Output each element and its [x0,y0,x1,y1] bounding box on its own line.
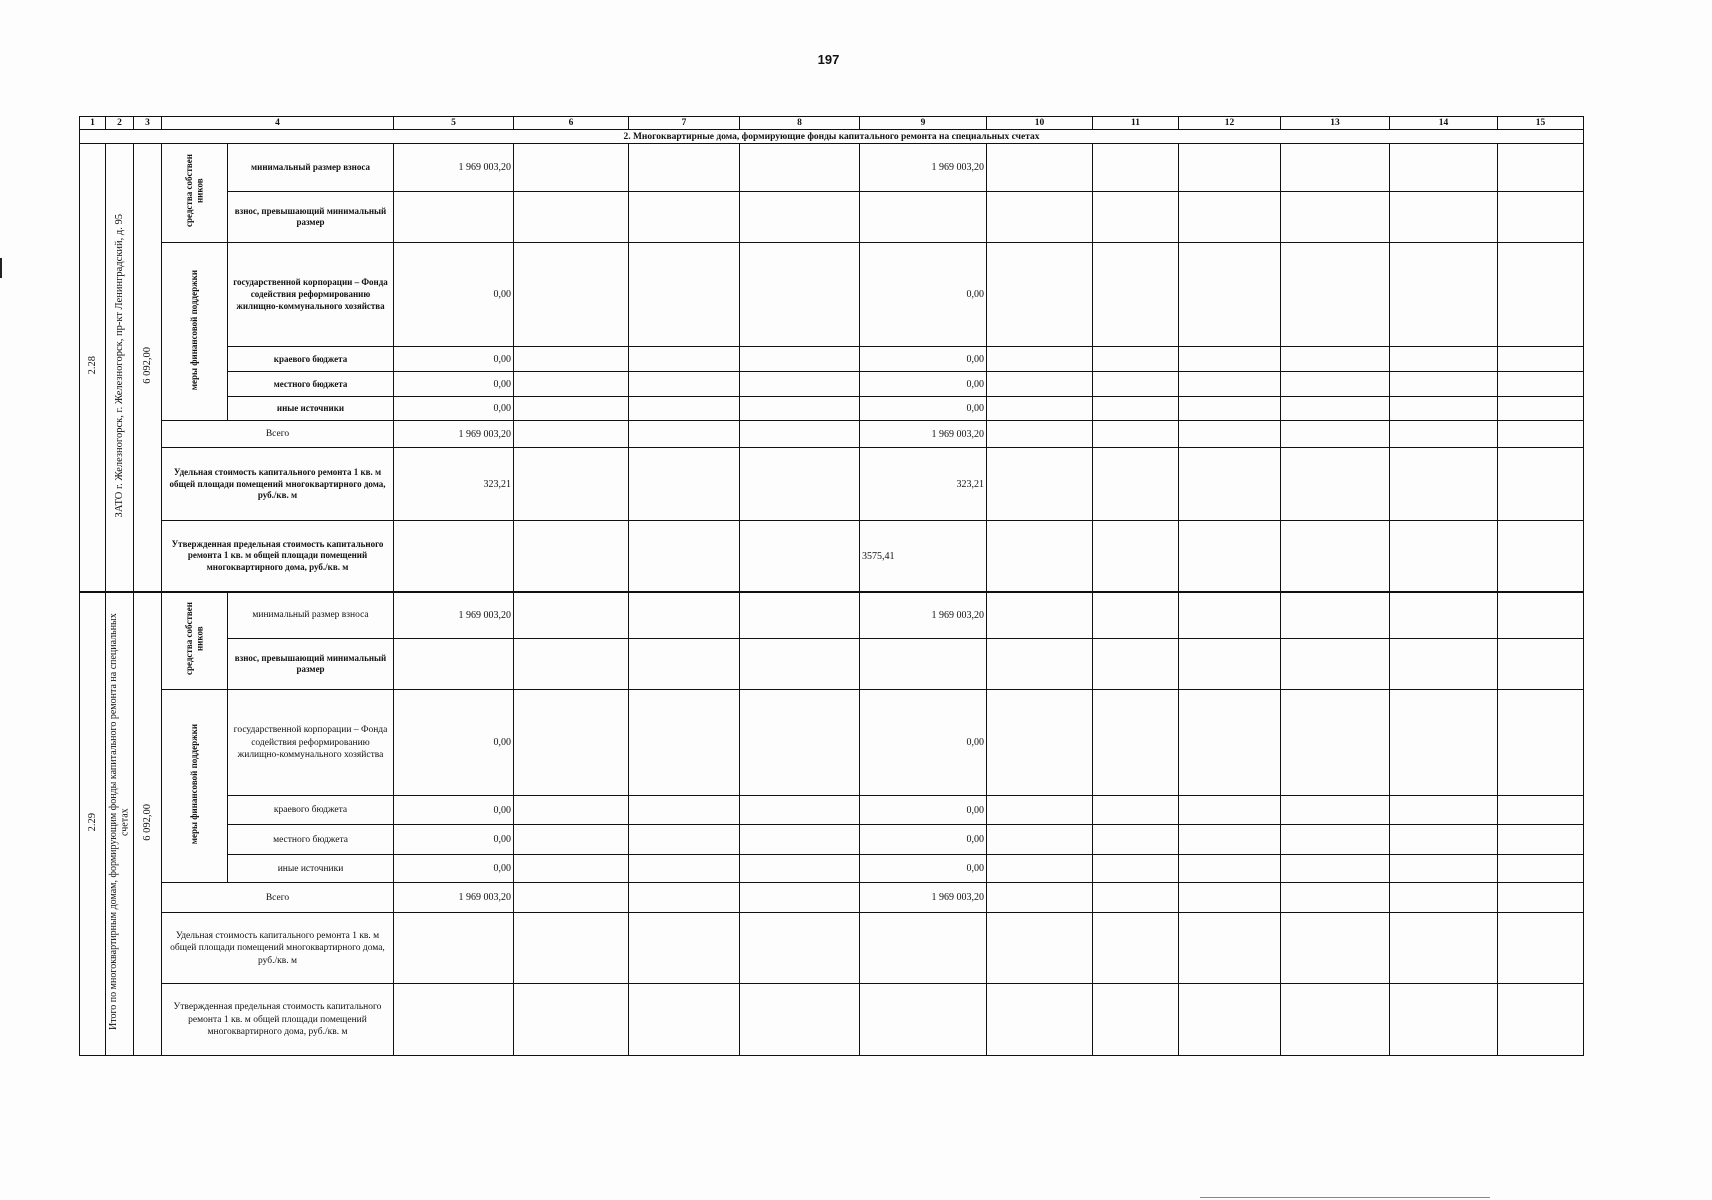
table-row [80,984,1584,1056]
value-col-9: 0,00 [860,690,987,796]
table-row [80,796,1584,825]
page-number: 197 [817,52,840,67]
row-label: краевого бюджета [228,347,394,372]
value-col-9: 0,00 [860,243,987,347]
value-col-9: 0,00 [860,796,987,825]
column-number: 14 [1390,117,1498,130]
value-col-5: 0,00 [394,397,514,421]
value-col-5: 0,00 [394,825,514,855]
row-label: краевого бюджета [228,796,394,825]
value-col-5: 1 969 003,20 [394,592,514,639]
column-number: 8 [740,117,860,130]
table-row [80,825,1584,855]
owners-funds-cell [162,592,228,690]
financial-support-label: меры финансовой поддержки [189,269,200,390]
value-col-5: 0,00 [394,855,514,883]
row-label: государственной корпорации – Фонда содействия реформированию жилищно-коммунального хозяйства [228,690,394,796]
address: ЗАТО г. Железногорск, г. Железногорск, пр-кт Ленинградский, д. 95 [113,213,125,518]
column-number: 11 [1093,117,1179,130]
row-label: минимальный размер взноса [228,592,394,639]
row-label: местного бюджета [228,372,394,397]
address: Итого по многоквартирным домам, формирующим фонды капитального ремонта на специальных счетах [108,613,131,1031]
value-col-9: 1 969 003,20 [860,144,987,192]
total-area: 6 092,00 [141,803,153,841]
value-col-5: 1 969 003,20 [394,883,514,913]
column-number: 12 [1179,117,1281,130]
row-label: государственной корпорации – Фонда содействия реформированию жилищно-коммунального хозяйства [228,243,394,347]
scan-mark [0,258,2,278]
group-number: 2.29 [86,812,98,832]
row-label: взнос, превышающий минимальный размер [228,192,394,243]
table-row [80,592,1584,639]
owners-funds-label: средства собствен ников [184,602,205,676]
column-number: 5 [394,117,514,130]
table-row [80,144,1584,192]
row-label: Утвержденная предельная стоимость капитального ремонта 1 кв. м общей площади помещений многоквартирного дома, руб./кв. м [162,521,394,592]
value-col-5 [394,521,514,592]
group-number: 2.28 [86,356,98,375]
table-row [80,372,1584,397]
value-col-5 [394,913,514,984]
row-label: Удельная стоимость капитального ремонта 1 кв. м общей площади помещений многоквартирного дома, руб./кв. м [162,448,394,521]
column-number: 13 [1281,117,1390,130]
address-cell [106,144,134,592]
area-cell [134,144,162,592]
table-row [80,397,1584,421]
column-number: 1 [80,117,106,130]
value-col-9: 0,00 [860,825,987,855]
value-col-9: 1 969 003,20 [860,592,987,639]
owners-funds-label: средства собствен ников [184,154,205,228]
section-title: 2. Многоквартирные дома, формирующие фонды капитального ремонта на специальных счетах [80,130,1584,144]
section-title-row [80,130,1584,144]
column-number: 3 [134,117,162,130]
value-col-9: 0,00 [860,372,987,397]
row-label: взнос, превышающий минимальный размер [228,639,394,690]
row-label: иные источники [228,855,394,883]
table-row [80,347,1584,372]
value-col-5 [394,639,514,690]
value-col-5: 1 969 003,20 [394,421,514,448]
value-col-9: 0,00 [860,397,987,421]
value-col-9 [860,913,987,984]
column-number: 2 [106,117,134,130]
value-col-9: 1 969 003,20 [860,883,987,913]
table-row [80,883,1584,913]
group-number-cell [80,592,106,1056]
row-label: местного бюджета [228,825,394,855]
value-col-9 [860,984,987,1056]
row-label: минимальный размер взноса [228,144,394,192]
row-label: Удельная стоимость капитального ремонта 1 кв. м общей площади помещений многоквартирного дома, руб./кв. м [162,913,394,984]
address-cell [106,592,134,1056]
value-col-9: 1 969 003,20 [860,421,987,448]
row-label: Всего [162,883,394,913]
row-label: Утвержденная предельная стоимость капитального ремонта 1 кв. м общей площади помещений многоквартирного дома, руб./кв. м [162,984,394,1056]
row-label: Всего [162,421,394,448]
value-col-9 [860,192,987,243]
value-col-5: 0,00 [394,243,514,347]
table-row [80,243,1584,347]
column-number: 9 [860,117,987,130]
column-number-row [80,117,1584,130]
row-label: иные источники [228,397,394,421]
value-col-5 [394,192,514,243]
table-row [80,639,1584,690]
financial-support-cell [162,243,228,421]
table-row [80,448,1584,521]
column-number: 10 [987,117,1093,130]
value-col-9 [860,639,987,690]
financial-support-cell [162,690,228,883]
total-area: 6 092,00 [141,347,153,384]
owners-funds-cell [162,144,228,243]
value-col-5: 1 969 003,20 [394,144,514,192]
column-number: 7 [629,117,740,130]
table-row [80,855,1584,883]
column-number: 6 [514,117,629,130]
table-row [80,521,1584,592]
table-row [80,913,1584,984]
column-number: 15 [1498,117,1584,130]
value-col-5: 0,00 [394,347,514,372]
value-col-9: 0,00 [860,347,987,372]
value-col-5: 0,00 [394,796,514,825]
table-row [80,421,1584,448]
value-col-5: 323,21 [394,448,514,521]
value-col-9: 323,21 [860,448,987,521]
financial-support-label: меры финансовой поддержки [189,724,200,845]
group-number-cell [80,144,106,592]
value-col-9: 3575,41 [860,521,987,592]
value-col-5 [394,984,514,1056]
value-col-5: 0,00 [394,372,514,397]
area-cell [134,592,162,1056]
table-row [80,192,1584,243]
capital-repair-table [79,116,1584,1056]
value-col-5: 0,00 [394,690,514,796]
column-number: 4 [162,117,394,130]
table-row [80,690,1584,796]
value-col-9: 0,00 [860,855,987,883]
scan-mark [1200,1197,1490,1198]
